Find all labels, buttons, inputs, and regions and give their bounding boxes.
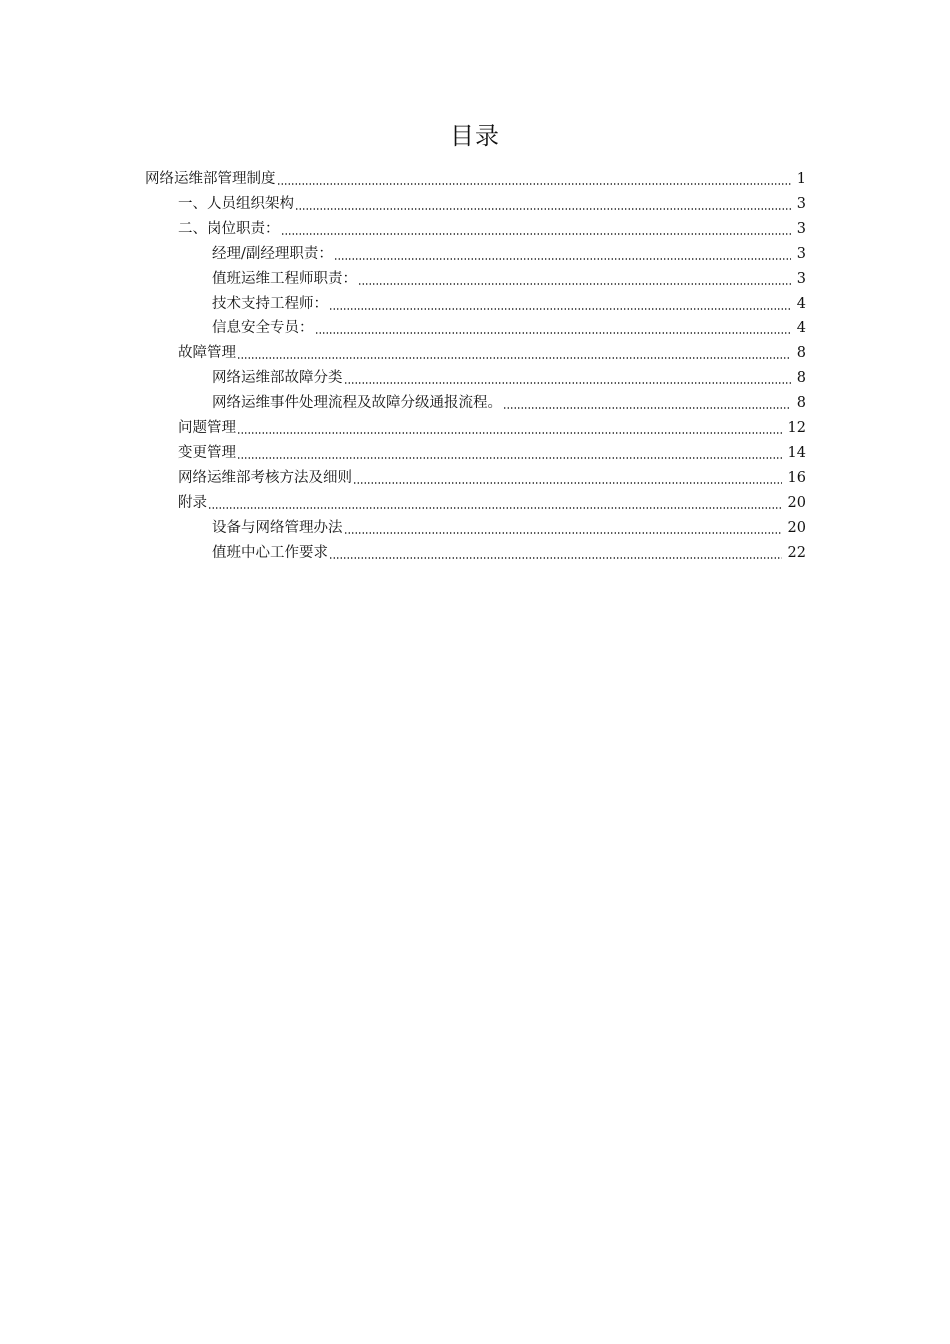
toc-entry[interactable]: [178, 491, 806, 516]
toc-entry-page-number: 20: [787, 494, 806, 511]
toc-entry[interactable]: [212, 292, 806, 317]
toc-entry-label: 附录: [178, 494, 207, 511]
toc-entry[interactable]: [178, 341, 806, 366]
toc-entry-label: 变更管理: [178, 444, 236, 461]
toc-entry-label: 技术支持工程师：: [212, 295, 328, 312]
toc-entry-page-number: 14: [787, 444, 806, 461]
toc-entry-label: 问题管理: [178, 420, 236, 436]
toc-entry-label: 网络运维部管理制度: [145, 171, 276, 187]
toc-entry-label: 信息安全专员：: [212, 320, 314, 337]
toc-entry-page-number: 12: [787, 420, 806, 436]
toc-entry[interactable]: [212, 391, 806, 416]
toc-entry-page-number: 4: [796, 320, 806, 337]
toc-dot-leader: [295, 208, 791, 210]
toc-dot-leader: [237, 432, 782, 434]
toc-entry-page-number: 8: [796, 370, 806, 387]
toc-entry[interactable]: [178, 217, 806, 242]
toc-entry-label: 一、人员组织架构: [178, 195, 294, 212]
toc-dot-leader: [315, 332, 791, 334]
toc-dot-leader: [344, 382, 791, 384]
toc-entry-page-number: 22: [787, 544, 806, 561]
toc-dot-leader: [329, 557, 782, 559]
toc-entry[interactable]: [212, 242, 806, 267]
toc-entry-page-number: 4: [796, 295, 806, 312]
toc-entry-page-number: 8: [796, 345, 806, 362]
title-text: 目录: [450, 122, 500, 150]
toc-entry-label: 网络运维部考核方法及细则: [178, 469, 352, 486]
toc-entry[interactable]: [145, 167, 806, 192]
toc-dot-leader: [237, 457, 782, 459]
toc-dot-leader: [334, 258, 791, 260]
toc-dot-leader: [237, 357, 791, 359]
toc-entry-label: 值班运维工程师职责：: [212, 270, 357, 287]
toc-dot-leader: [281, 233, 791, 235]
toc-entry-label: 故障管理: [178, 345, 236, 362]
toc-entry-page-number: 8: [796, 395, 806, 412]
toc-dot-leader: [344, 532, 782, 534]
toc-entry[interactable]: [212, 316, 806, 341]
toc-entry-label: 经理/副经理职责：: [212, 245, 333, 262]
toc-entry-page-number: 3: [796, 195, 806, 212]
toc-entry-page-number: 3: [796, 220, 806, 237]
toc-dot-leader: [503, 407, 791, 409]
toc-entry-label: 二、岗位职责：: [178, 220, 280, 237]
toc-entry[interactable]: [178, 192, 806, 217]
toc-dot-leader: [329, 308, 791, 310]
toc-dot-leader: [358, 283, 791, 285]
page-title: [0, 116, 950, 151]
toc-entry[interactable]: [212, 366, 806, 391]
toc-entry-page-number: 1: [796, 171, 806, 187]
toc-entry[interactable]: [212, 516, 806, 541]
toc-entry-page-number: 3: [796, 245, 806, 262]
toc-entry-label: 设备与网络管理办法: [212, 519, 343, 536]
toc-dot-leader: [277, 183, 791, 185]
toc-entry-label: 网络运维事件处理流程及故障分级通报流程。: [212, 395, 502, 412]
toc-entry-page-number: 16: [787, 469, 806, 486]
toc-dot-leader: [208, 507, 782, 509]
toc-entry-page-number: 3: [796, 270, 806, 287]
toc-dot-leader: [353, 482, 782, 484]
toc-entry[interactable]: [178, 416, 806, 441]
toc-entry[interactable]: [212, 267, 806, 292]
toc-entry-label: 网络运维部故障分类: [212, 370, 343, 387]
toc-entry-page-number: 20: [787, 519, 806, 536]
toc-entry[interactable]: [178, 441, 806, 466]
toc-entry[interactable]: [212, 541, 806, 566]
toc-entry[interactable]: [178, 466, 806, 491]
toc-entry-label: 值班中心工作要求: [212, 544, 328, 561]
